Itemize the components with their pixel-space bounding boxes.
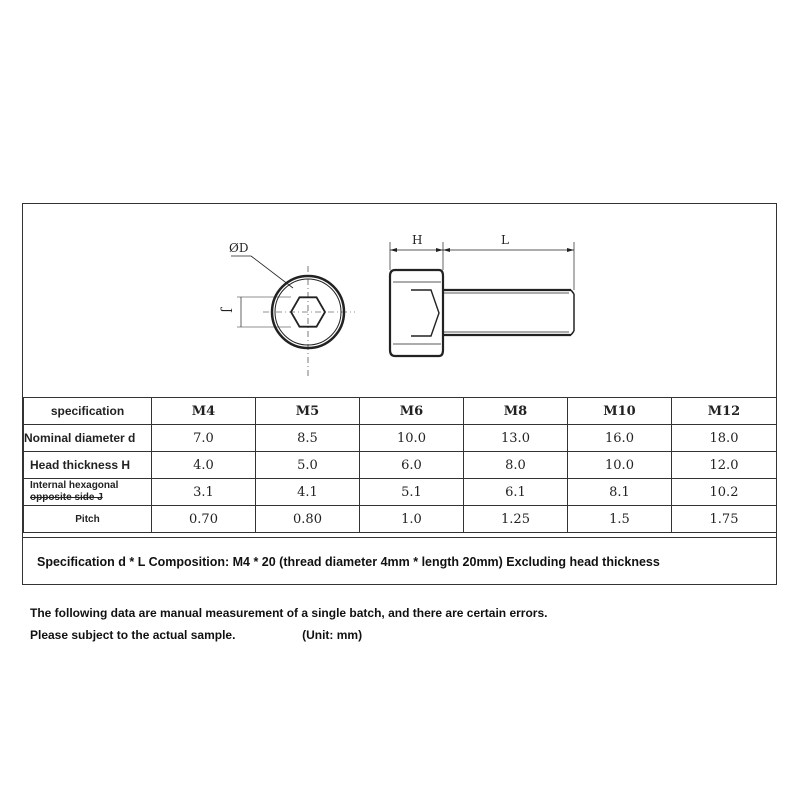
table-cell: 16.0 (568, 425, 672, 452)
screw-side-view (390, 242, 574, 356)
table-cell: 0.70 (152, 506, 256, 533)
length-label: L (501, 233, 509, 247)
table-cell: 1.0 (360, 506, 464, 533)
table-cell: 5.0 (256, 452, 360, 479)
table-cell: 10.0 (568, 452, 672, 479)
measurement-note: The following data are manual measurement of a single batch, and there are certain errors. (30, 606, 548, 620)
sample-note (30, 628, 362, 642)
size-m8: M8 (464, 398, 568, 425)
table-cell: 5.1 (360, 479, 464, 506)
table-cell: 6.0 (360, 452, 464, 479)
row-label-head-thickness: Head thickness H (24, 452, 152, 479)
table-cell: 1.75 (672, 506, 777, 533)
table-cell: 13.0 (464, 425, 568, 452)
sample-note-text: Please subject to the actual sample. (30, 628, 236, 642)
table-cell: 0.80 (256, 506, 360, 533)
size-m10: M10 (568, 398, 672, 425)
head-thickness-label: H (412, 233, 423, 247)
table-row-hex (24, 479, 777, 506)
table-row-diameter (24, 425, 777, 452)
table-cell: 18.0 (672, 425, 777, 452)
table-cell: 6.1 (464, 479, 568, 506)
row-label-hex-line1: Internal hexagonal (30, 480, 119, 491)
row-label-hex-line2: opposite side J (30, 492, 103, 503)
table-row-head-thickness (24, 452, 777, 479)
table-cell: 8.0 (464, 452, 568, 479)
table-row-header (24, 398, 777, 425)
table-cell: 8.5 (256, 425, 360, 452)
size-m4: M4 (152, 398, 256, 425)
unit-note: (Unit: mm) (302, 628, 363, 642)
table-cell: 1.5 (568, 506, 672, 533)
composition-note: Specification d * L Composition: M4 * 20 (thread diameter 4mm * length 20mm) Excluding head thickness (23, 537, 776, 585)
row-label-pitch: Pitch (24, 506, 152, 533)
size-m6: M6 (360, 398, 464, 425)
table-cell: 10.0 (360, 425, 464, 452)
table-cell: 3.1 (152, 479, 256, 506)
size-m5: M5 (256, 398, 360, 425)
head-top-view (231, 256, 355, 379)
row-label-diameter: Nominal diameter d (24, 425, 152, 452)
screw-diagram (23, 204, 776, 397)
table-row-pitch (24, 506, 777, 533)
table-cell: 4.1 (256, 479, 360, 506)
size-m12: M12 (672, 398, 777, 425)
spec-table (23, 397, 777, 533)
table-cell: 1.25 (464, 506, 568, 533)
hex-label: J (220, 308, 234, 313)
table-cell: 7.0 (152, 425, 256, 452)
table-cell: 8.1 (568, 479, 672, 506)
row-label-hex (24, 479, 152, 506)
diameter-label: ØD (229, 241, 249, 255)
spec-sheet-frame (22, 203, 777, 585)
table-cell: 12.0 (672, 452, 777, 479)
header-label: specification (24, 398, 152, 425)
table-cell: 4.0 (152, 452, 256, 479)
table-cell: 10.2 (672, 479, 777, 506)
